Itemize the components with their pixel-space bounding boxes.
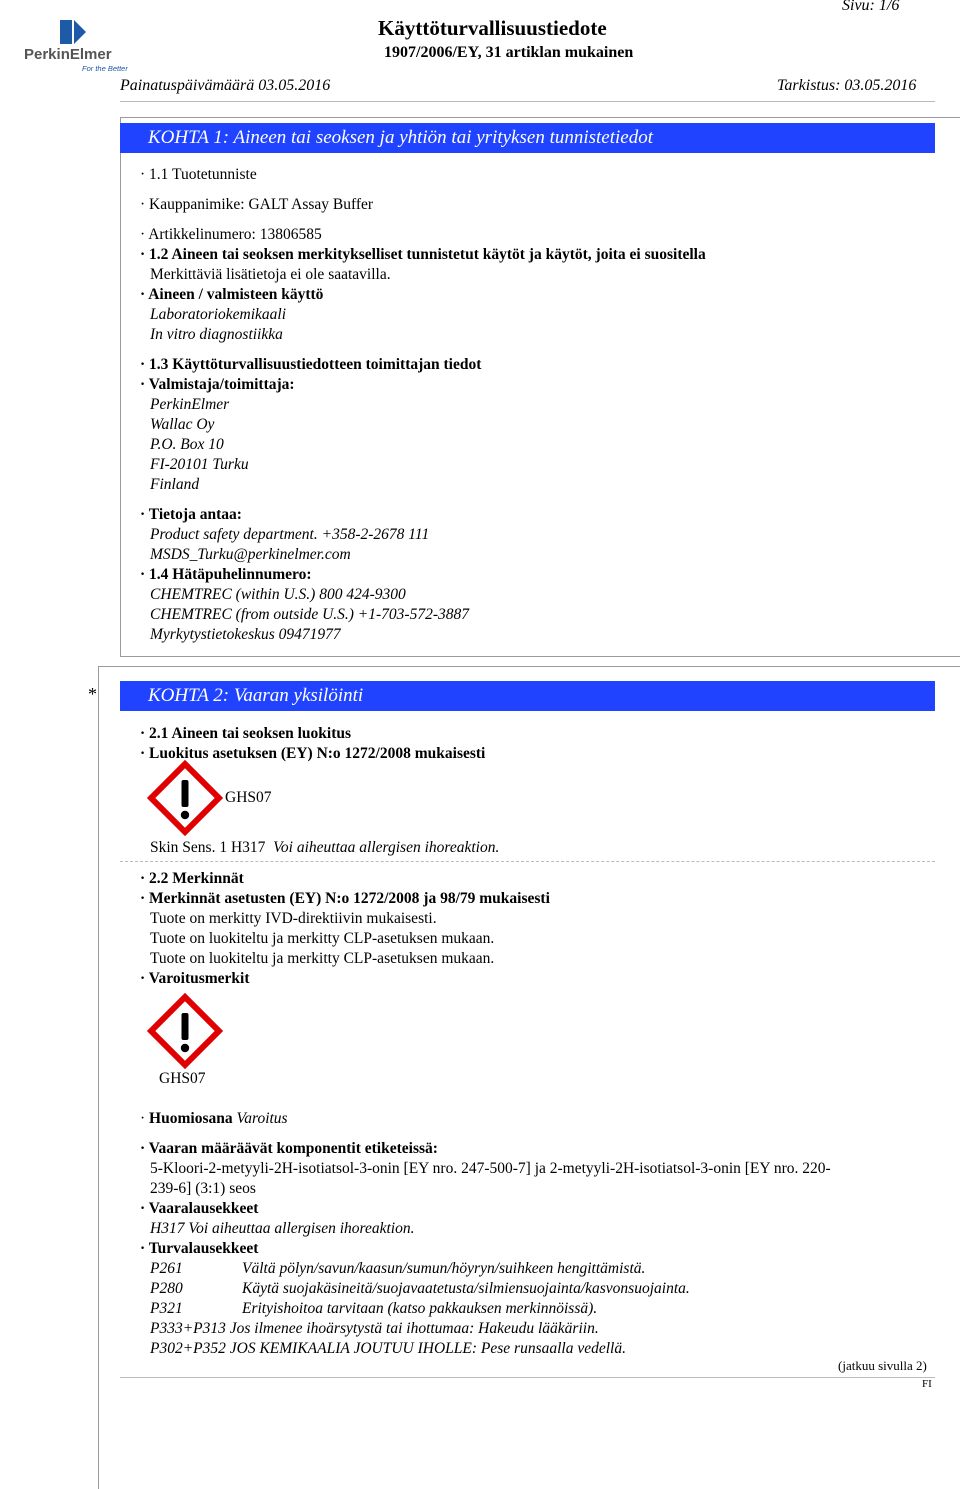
labelling-label: Merkinnät asetusten (EY) N:o 1272/2008 ja 98/79 mukaisesti: [149, 890, 550, 907]
changed-marker: *: [88, 684, 97, 704]
p280-text: Käytä suojakäsineitä/suojavaatetusta/silmiensuojainta/kasvonsuojainta.: [242, 1280, 690, 1297]
classification-heading: 2.1 Aineen tai seoksen luokitus: [149, 725, 352, 742]
s2-precaution-row: · Turvalausekkeet: [140, 1240, 259, 1257]
info-label: Tietoja antaa:: [148, 506, 242, 523]
s1-use-row: · Aineen / valmisteen käyttö: [140, 286, 324, 303]
hazard-h317: H317 Voi aiheuttaa allergisen ihoreaktion.: [150, 1220, 415, 1237]
signal-word-value: Varoitus: [236, 1110, 288, 1127]
s1-info-row: · Tietoja antaa:: [140, 506, 242, 523]
article-number-value: 13806585: [259, 226, 322, 243]
s2-signal-row: · Huomiosana Varoitus: [140, 1110, 288, 1127]
emergency-2: CHEMTREC (from outside U.S.) +1-703-572-3887: [150, 606, 469, 623]
header-divider: [120, 101, 935, 102]
pictograms-label: Varoitusmerkit: [148, 970, 250, 987]
components-label: Vaaran määräävät komponentit etiketeissä:: [148, 1140, 438, 1157]
p280-code: P280: [150, 1280, 183, 1297]
classification-label: Luokitus asetuksen (EY) N:o 1272/2008 mukaisesti: [149, 745, 486, 762]
ghs07-exclamation-icon: [147, 760, 223, 836]
identified-uses-heading: 1.2 Aineen tai seoksen merkitykselliset tunnistetut käytöt ja käytöt, joita ei suositella: [149, 246, 706, 263]
logo-name: PerkinElmer: [24, 46, 112, 63]
components-line-1: 5-Kloori-2-metyyli-2H-isotiatsol-3-onin [EY nro. 247-500-7] ja 2-metyyli-2H-isotiatsol-3-onin [EY nro. 220-: [150, 1160, 831, 1177]
p261-text: Vältä pölyn/savun/kaasun/sumun/höyryn/suihkeen hengittämistä.: [242, 1260, 646, 1277]
revision-date: Tarkistus: 03.05.2016: [777, 77, 917, 94]
components-line-2: 239-6] (3:1) seos: [150, 1180, 256, 1197]
info-phone: Product safety department. +358-2-2678 111: [150, 526, 430, 543]
s1-article-row: · Artikkelinumero: 13806585: [140, 226, 322, 243]
labelling-text-1: Tuote on merkitty IVD-direktiivin mukaisesti.: [150, 910, 437, 927]
address-line-5: Finland: [150, 476, 200, 493]
product-identifier-heading: 1.1 Tuotetunniste: [149, 166, 257, 183]
classification-line: [150, 839, 499, 857]
use-label: Aineen / valmisteen käyttö: [148, 286, 324, 303]
s1-2-heading: · 1.2 Aineen tai seoksen merkitykselliset tunnistetut käytöt ja käytöt, joita ei suositella: [140, 246, 706, 263]
s2-pictograms-row: · Varoitusmerkit: [140, 970, 250, 987]
supplier-heading: 1.3 Käyttöturvallisuustiedotteen toimittajan tiedot: [149, 356, 482, 373]
labelling-text-2: Tuote on luokiteltu ja merkitty CLP-asetuksen mukaan.: [150, 930, 495, 947]
document-subtitle: 1907/2006/EY, 31 artiklan mukainen: [384, 44, 634, 61]
manufacturer-label: Valmistaja/toimittaja:: [148, 376, 295, 393]
emergency-heading: 1.4 Hätäpuhelinnumero:: [149, 566, 312, 583]
s1-trade-name-row: · Kauppanimike: GALT Assay Buffer: [140, 196, 374, 213]
ghs-code-1: GHS07: [225, 789, 272, 806]
print-date: Painatuspäivämäärä 03.05.2016: [120, 77, 331, 94]
s2-2-heading: · 2.2 Merkinnät: [140, 870, 244, 887]
s1-manufacturer-row: · Valmistaja/toimittaja:: [140, 376, 295, 393]
h317-code: H317: [230, 839, 266, 856]
labelling-text-3: Tuote on luokiteltu ja merkitty CLP-asetuksen mukaan.: [150, 950, 495, 967]
info-email[interactable]: MSDS_Turku@perkinelmer.com: [150, 546, 351, 563]
use-lab-chemical: Laboratoriokemikaali: [150, 306, 287, 323]
s1-2-text: Merkittäviä lisätietoja ei ole saatavilla.: [150, 266, 391, 283]
address-line-2: Wallac Oy: [150, 416, 215, 433]
s2-hazard-row: · Vaaralausekkeet: [140, 1200, 259, 1217]
ghs-code-2: GHS07: [159, 1070, 206, 1087]
address-line-3: P.O. Box 10: [150, 436, 224, 453]
trade-name: Kauppanimike: GALT Assay Buffer: [149, 196, 374, 213]
s1-1-heading: · 1.1 Tuotetunniste: [140, 166, 257, 183]
p333-p313: P333+P313 Jos ilmenee ihoärsytystä tai ihottumaa: Hakeudu lääkäriin.: [150, 1320, 599, 1337]
s2-labelling-row: · Merkinnät asetusten (EY) N:o 1272/2008 ja 98/79 mukaisesti: [140, 890, 550, 907]
s1-3-heading: · 1.3 Käyttöturvallisuustiedotteen toimittajan tiedot: [140, 356, 482, 373]
s2-1-heading: · 2.1 Aineen tai seoksen luokitus: [140, 725, 352, 742]
perkinelmer-logo-icon: [58, 18, 88, 46]
h317-text: Voi aiheuttaa allergisen ihoreaktion.: [273, 839, 500, 856]
page-number: Sivu: 1/6: [842, 0, 900, 14]
p302-p352: P302+P352 JOS KEMIKAALIA JOUTUU IHOLLE: Pese runsaalla vedellä.: [150, 1340, 626, 1357]
classification-divider: [120, 861, 935, 862]
continued-note: (jatkuu sivulla 2): [838, 1358, 927, 1373]
article-number-label: Artikkelinumero:: [148, 226, 256, 243]
address-line-1: PerkinElmer: [150, 396, 230, 413]
p261-code: P261: [150, 1260, 183, 1277]
skin-sens-category: Skin Sens. 1: [150, 839, 228, 856]
precautionary-statements-label: Turvalausekkeet: [148, 1240, 259, 1257]
use-in-vitro: In vitro diagnostiikka: [150, 326, 283, 343]
section-2-title: KOHTA 2: Vaaran yksilöinti: [120, 681, 935, 711]
s1-4-heading: · 1.4 Hätäpuhelinnumero:: [140, 566, 312, 583]
section-1-title: KOHTA 1: Aineen tai seoksen ja yhtiön tai yrityksen tunnistetiedot: [120, 123, 935, 153]
address-line-4: FI-20101 Turku: [150, 456, 249, 473]
logo-tagline: For the Better: [82, 64, 128, 73]
labelling-heading: 2.2 Merkinnät: [149, 870, 244, 887]
ghs07-exclamation-icon-large: [147, 993, 223, 1069]
language-code: FI: [922, 1378, 932, 1390]
p321-text: Erityishoitoa tarvitaan (katso pakkauksen merkinnöissä).: [242, 1300, 598, 1317]
emergency-3: Myrkytystietokeskus 09471977: [150, 626, 341, 643]
hazard-statements-label: Vaaralausekkeet: [148, 1200, 259, 1217]
document-title: Käyttöturvallisuustiedote: [378, 16, 607, 40]
p321-code: P321: [150, 1300, 183, 1317]
company-logo: [22, 18, 132, 74]
footer-divider: [120, 1377, 935, 1378]
emergency-1: CHEMTREC (within U.S.) 800 424-9300: [150, 586, 406, 603]
s2-components-row: · Vaaran määräävät komponentit etiketeissä:: [140, 1140, 438, 1157]
signal-word-label: Huomiosana: [149, 1110, 233, 1127]
s2-class-row: · Luokitus asetuksen (EY) N:o 1272/2008 mukaisesti: [140, 745, 486, 762]
